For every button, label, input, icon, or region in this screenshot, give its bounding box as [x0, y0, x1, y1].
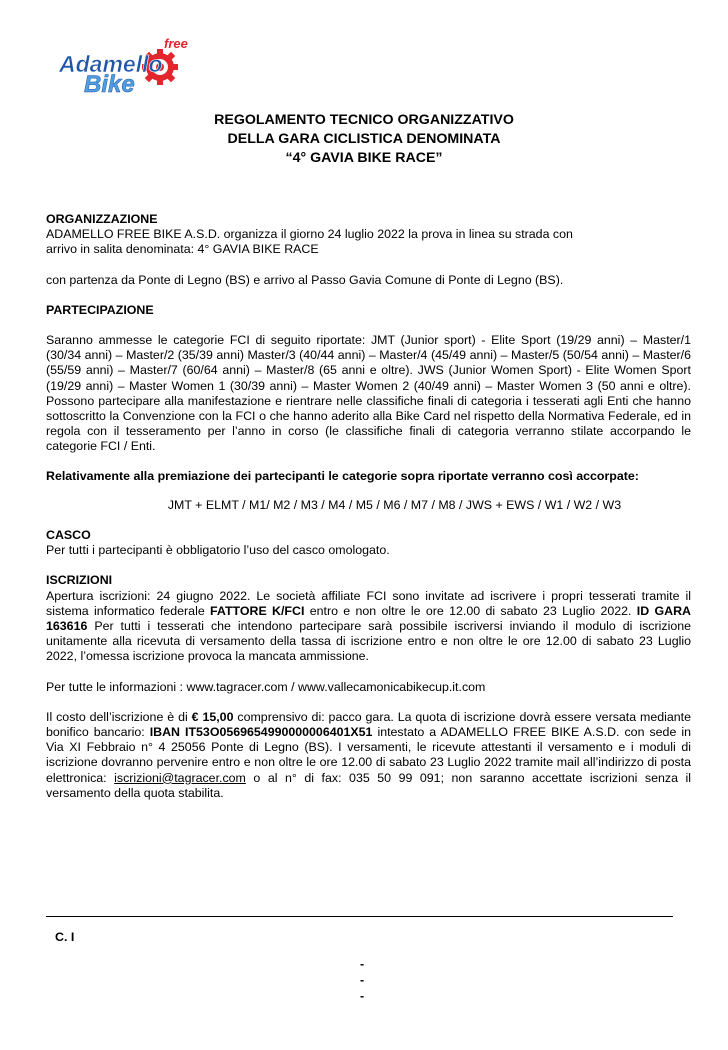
title-line-3: “4° GAVIA BIKE RACE”: [285, 150, 443, 166]
fattore-kfci-label: FATTORE K/FCI: [210, 603, 305, 618]
organizzazione-line-2: arrivo in salita denominata: 4° GAVIA BIKE RACE: [46, 242, 319, 257]
adamello-free-bike-logo: [56, 28, 194, 100]
cost-text-c: comprensivo di: pacco gara. La quota di iscrizione dovrà essere versata mediante bonifico bancario:: [46, 709, 692, 740]
document-body: [46, 212, 691, 801]
logo-word-free: free: [164, 36, 188, 51]
section-heading-partecipazione: PARTECIPAZIONE: [46, 302, 154, 317]
cost-text-a: Il costo dell’iscrizione è di: [46, 709, 192, 724]
id-gara-label: ID GARA 163616: [46, 603, 691, 634]
cost-text-g: o al n° di fax: 035 50 99 091; non saranno accettate iscrizioni senza il versamento della quota stabilita.: [46, 770, 692, 800]
partecipazione-paragraph: Saranno ammesse le categorie FCI di seguito riportate: JMT (Junior sport) - Elite Sport (19/29 anni) – Master/1 (30/34 anni) – Master/2 (35/39 anni) Master/3 (40/44 anni) – Master/4 (45/49 anni) – Master/5 (50/54 anni) – Master/6 (55/59 anni) – Master/7 (60/64 anni) – Master/8 (65 anni e oltre). JWS (Junior Women Sport) - Elite Women Sport (19/29 anni) – Master Women 1 (30/39 anni) – Master Women 2 (40/49 anni) – Master Women 3 (50 anni e oltre). Possono partecipare alla manifestazione e rientrare nelle classifiche finali di categoria i tesserati agli Enti che hanno sottoscritto la Convenzione con la FCI o che hanno aderito alla Bike Card nel rispetto della Normativa Federale, ed in regola con il tesseramento per l’anno in corso (le classifiche finali di categoria verranno stilate accorpando le categorie FCI / Enti.: [46, 333, 691, 454]
footer-dash-1: -: [360, 957, 365, 971]
iscrizioni-p1-text-e: Per tutti i tesserati che intendono partecipare sarà possibile iscriversi inviando il modulo di iscrizione unitamente alla ricevuta di versamento della tassa di iscrizione entro e non oltre le ore 12.00 di sabato 23 Luglio 2022, l’omessa iscrizione provoca la mancata ammissione.: [46, 619, 691, 664]
info-websites: Per tutte le informazioni : www.tagracer.com / www.vallecamonicabikecup.it.com: [46, 679, 486, 694]
iban-code: IBAN IT53O0569654990000006401X51: [149, 725, 373, 740]
category-groups: JMT + ELMT / M1/ M2 / M3 / M4 / M5 / M6 / M7 / M8 / JWS + EWS / W1 / W2 / W3: [167, 497, 622, 512]
email-link[interactable]: iscrizioni@tagracer.com: [114, 770, 246, 785]
logo-word-adamello: Adamello: [59, 51, 163, 77]
document-title: [0, 111, 728, 168]
organizzazione-line-1: ADAMELLO FREE BIKE A.S.D. organizza il giorno 24 luglio 2022 la prova in linea su strada con: [46, 227, 573, 242]
footer-dash-3: -: [360, 989, 365, 1003]
logo-word-bike: Bike: [84, 71, 135, 98]
organizzazione-line-3: con partenza da Ponte di Legno (BS) e arrivo al Passo Gavia Comune di Ponte di Legno (BS).: [46, 272, 564, 287]
title-line-2: DELLA GARA CICLISTICA DENOMINATA: [227, 131, 501, 147]
cost-amount: € 15,00: [191, 709, 234, 724]
title-line-1: REGOLAMENTO TECNICO ORGANIZZATIVO: [214, 112, 514, 128]
iscrizioni-paragraph-cost: [46, 710, 691, 801]
section-heading-casco: CASCO: [46, 528, 91, 543]
footer-dash-2: -: [360, 973, 365, 987]
footer-ci-label: C. I: [55, 930, 75, 944]
section-heading-iscrizioni: ISCRIZIONI: [46, 573, 113, 588]
section-heading-organizzazione: ORGANIZZAZIONE: [46, 212, 158, 226]
iscrizioni-p1-text-c: entro e non oltre le ore 12.00 di sabato 23 Luglio 2022.: [304, 603, 637, 618]
iscrizioni-p1-text-a: Apertura iscrizioni: 24 giugno 2022. Le società affiliate FCI sono invitate ad iscrivere i propri tesserati tramite il sistema informatico federale: [46, 588, 691, 618]
cost-text-e: intestato a ADAMELLO FREE BIKE A.S.D. con sede in Via XI Febbraio n° 4 25056 Ponte di Legno (BS). I versamenti, le ricevute attestanti il versamento e i moduli di iscrizione dovranno pervenire entro e non oltre le ore 12.00 di sabato 23 Luglio 2022 tramite mail all’indirizzo di posta elettronica:: [46, 725, 691, 785]
casco-text: Per tutti i partecipanti è obbligatorio l’uso del casco omologato.: [46, 543, 390, 558]
iscrizioni-paragraph-1: [46, 589, 691, 665]
footer-divider: [46, 916, 673, 917]
premiazione-paragraph: Relativamente alla premiazione dei partecipanti le categorie sopra riportate verranno così accorpate:: [46, 468, 639, 483]
